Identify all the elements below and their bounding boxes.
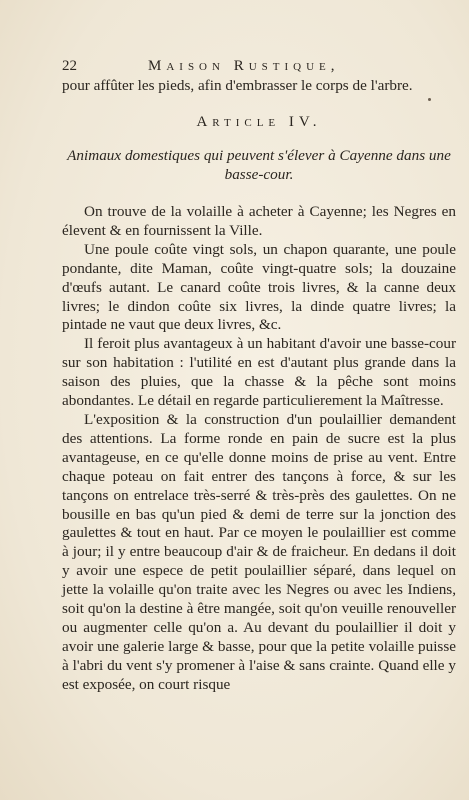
article-title: Article IV. xyxy=(196,114,322,130)
paragraph: L'exposition & la construction d'un poulaillier demandent des attentions. La forme ronde en pain de sucre est la plus avantageuse, en ce qu'elle donne moins de prise au vent. Entre chaque poteau on fait entrer des tançons à force, & sur les tançons on entrelace très-serré & très-près des gaulettes. On ne bousille en bas qu'un pied & demi de terre sur la jonction des gaulettes & tout en haut. Par ce moyen le poulaillier est comme à jour; il y entre beaucoup d'air & de fraicheur. En dedans il doit y avoir une espece de petit poulaillier séparé, dans lequel on jette la volaille qu'on traite avec les Negres ou avec les Indiens, soit qu'on la destine à être mangée, soit qu'on veuille renouveller ou augmenter celle qu'on a. Au devant du poulaillier il doit y avoir une galerie large & basse, pour que la petite volaille puisse à l'abri du vent s'y promener à l'aise & sans crainte. Quand elle y est exposée, on court risque xyxy=(62,410,456,693)
carryover-text xyxy=(62,77,456,96)
carryover-paragraph: pour affûter les pieds, afin d'embrasser le corps de l'arbre. xyxy=(62,77,413,94)
running-title: Maison Rustique, xyxy=(148,58,340,74)
body-text xyxy=(62,203,456,695)
paragraph: Il feroit plus avantageux à un habitant d'avoir une basse-cour sur son habitation : l'utilité en est d'autant plus grande dans la saison des pluies, que la chasse & la pêche sont moins abondantes. Le détail en regarde particulierement la Maîtresse. xyxy=(62,335,456,410)
page-header xyxy=(62,58,456,78)
page-number: 22 xyxy=(62,58,77,74)
ink-speck xyxy=(428,98,431,101)
section-heading: Animaux domestiques qui peuvent s'élever à Cayenne dans une basse-cour. xyxy=(67,147,451,183)
paragraph: Une poule coûte vingt sols, un chapon quarante, une poule pondante, dite Maman, coûte vingt-quatre sols; la douzaine d'œufs autant. Le canard coûte trois livres, & la canne deux livres; le dindon coûte six livres, la dinde quatre livres; la pintade ne vaut que deux livres, &c. xyxy=(62,240,456,334)
paragraph: On trouve de la volaille à acheter à Cayenne; les Negres en élevent & en fournissent la Ville. xyxy=(62,203,456,239)
